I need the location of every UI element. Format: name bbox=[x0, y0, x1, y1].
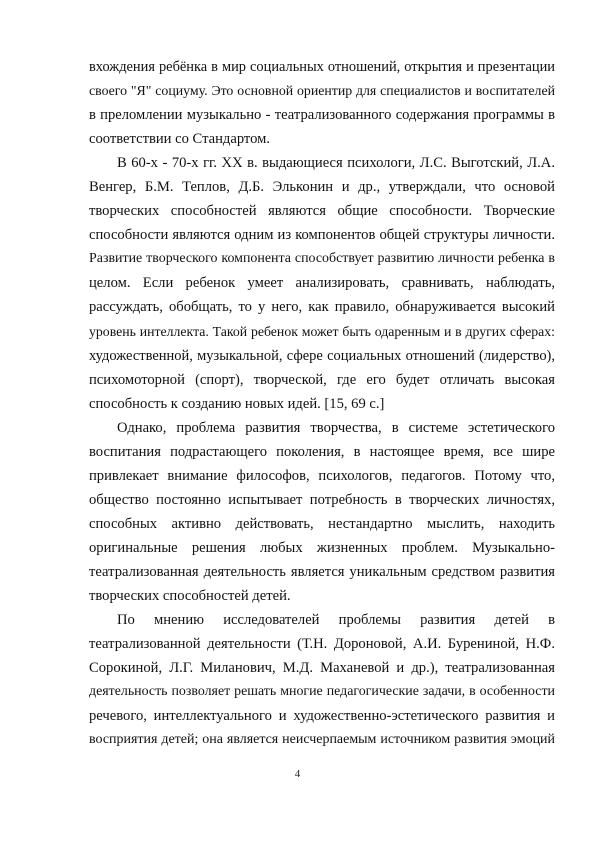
text-line: По мнению исследователей проблемы развития детей в bbox=[117, 612, 555, 629]
text-line: Сорокиной, Л.Г. Миланович, М.Д. Маханевой и др.), театрализованная bbox=[89, 660, 555, 677]
text-line: театрализованной деятельности (Т.Н. Дороновой, А.И. Бурениной, Н.Ф. bbox=[89, 636, 555, 653]
text-line: общество постоянно испытывает потребность в творческих личностях, bbox=[89, 491, 555, 508]
text-line: способности являются одним из компонентов общей структуры личности. bbox=[89, 227, 555, 244]
text-line: оригинальные решения любых жизненных проблем. Музыкально- bbox=[89, 539, 555, 556]
text-line: художественной, музыкальной, сфере социальных отношений (лидерство), bbox=[89, 347, 555, 364]
text-line: целом. Если ребенок умеет анализировать, сравнивать, наблюдать, bbox=[89, 275, 555, 292]
text-line: В 60-х - 70-х гг. XX в. выдающиеся психологи, Л.С. Выготский, Л.А. bbox=[117, 155, 555, 172]
text-line: восприятия детей; она является неисчерпаемым источником развития эмоций bbox=[89, 732, 555, 748]
text-line: Развитие творческого компонента способствует развитию личности ребенка в bbox=[89, 251, 555, 267]
text-line: способность к созданию новых идей. [15, 69 с.] bbox=[89, 395, 385, 412]
text-line: соответствии со Стандартом. bbox=[89, 131, 271, 148]
text-line: в преломлении музыкально - театрализованного содержания программы в bbox=[89, 107, 555, 124]
text-line: творческих способностей детей. bbox=[89, 588, 291, 605]
text-line: психомоторной (спорт), творческой, где его будет отличать высокая bbox=[89, 371, 555, 388]
text-line: театрализованная деятельность является уникальным средством развития bbox=[89, 563, 555, 580]
body-text bbox=[89, 55, 555, 752]
text-line: вхождения ребёнка в мир социальных отношений, открытия и презентации bbox=[89, 59, 555, 75]
text-line: привлекает внимание философов, психологов, педагогов. Потому что, bbox=[89, 467, 555, 484]
text-line: деятельность позволяет решать многие педагогические задачи, в особенности bbox=[89, 684, 555, 700]
page-number: 4 bbox=[294, 768, 301, 780]
text-line: творческих способностей являются общие способности. Творческие bbox=[89, 203, 555, 220]
text-line: воспитания подрастающего поколения, в настоящее время, все шире bbox=[89, 443, 555, 460]
text-line: уровень интеллекта. Такой ребенок может быть одаренным и в других сферах: bbox=[89, 323, 555, 339]
text-line: рассуждать, обобщать, то у него, как правило, обнаруживается высокий bbox=[89, 299, 555, 316]
text-line: своего "Я" социуму. Это основной ориентир для специалистов и воспитателей bbox=[89, 83, 555, 99]
text-line: речевого, интеллектуального и художественно-эстетического развития и bbox=[89, 708, 555, 725]
text-line: способных активно действовать, нестандартно мыслить, находить bbox=[89, 515, 555, 532]
text-line: Однако, проблема развития творчества, в системе эстетического bbox=[117, 419, 555, 436]
text-line: Венгер, Б.М. Теплов, Д.Б. Эльконин и др., утверждали, что основой bbox=[89, 179, 555, 196]
